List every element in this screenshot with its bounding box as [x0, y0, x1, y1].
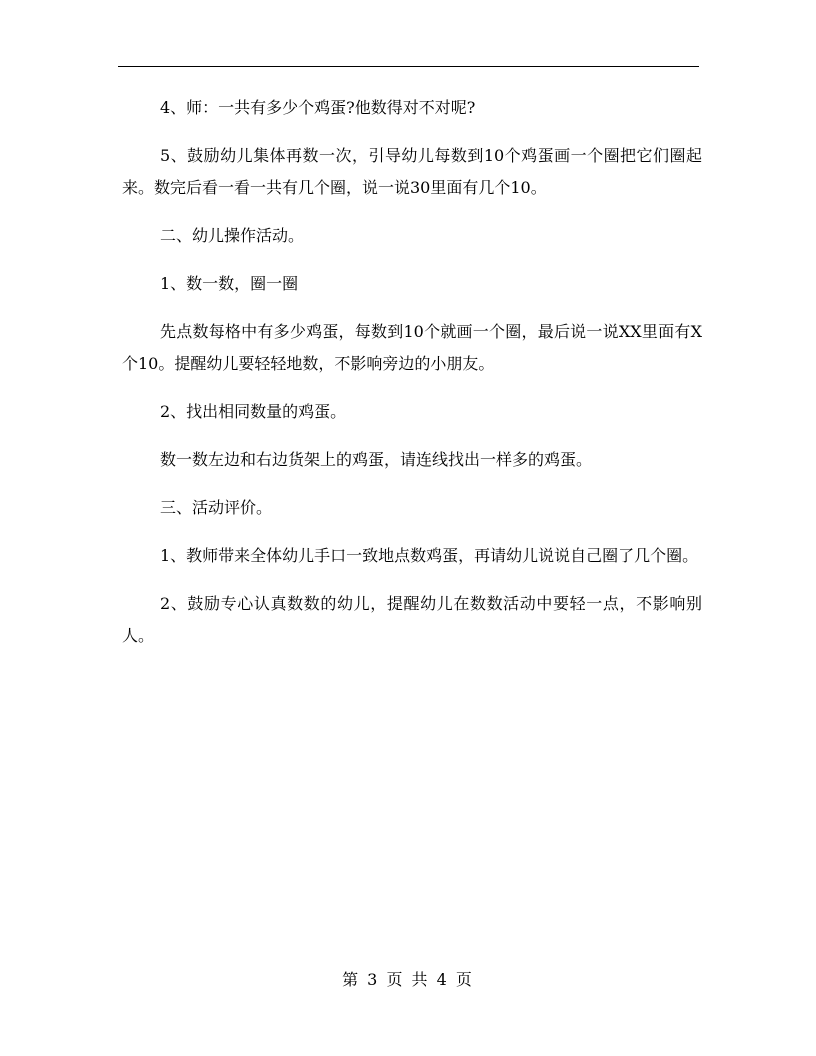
- paragraph: 1、教师带来全体幼儿手口一致地点数鸡蛋，再请幼儿说说自己圈了几个圈。: [160, 546, 699, 565]
- paragraph: 先点数每格中有多少鸡蛋，每数到10个就画一个圈，最后说一说XX里面有X个10。提醒幼儿要轻轻地数，不影响旁边的小朋友。: [122, 322, 702, 373]
- document-body: [122, 92, 702, 668]
- paragraph: 1、数一数，圈一圈: [160, 274, 299, 293]
- page-footer: 第 3 页 共 4 页: [342, 970, 474, 989]
- paragraph: 2、鼓励专心认真数数的幼儿，提醒幼儿在数数活动中要轻一点，不影响别人。: [122, 594, 702, 645]
- paragraph: 5、鼓励幼儿集体再数一次，引导幼儿每数到10个鸡蛋画一个圈把它们圈起来。数完后看一看一共有几个圈，说一说30里面有几个10。: [122, 146, 702, 197]
- header-rule: [118, 66, 699, 67]
- section-heading: 三、活动评价。: [160, 498, 273, 517]
- paragraph: 4、师：一共有多少个鸡蛋?他数得对不对呢?: [160, 98, 476, 117]
- section-heading: 二、幼儿操作活动。: [160, 226, 305, 245]
- paragraph: 数一数左边和右边货架上的鸡蛋，请连线找出一样多的鸡蛋。: [160, 450, 593, 469]
- paragraph: 2、找出相同数量的鸡蛋。: [160, 402, 347, 421]
